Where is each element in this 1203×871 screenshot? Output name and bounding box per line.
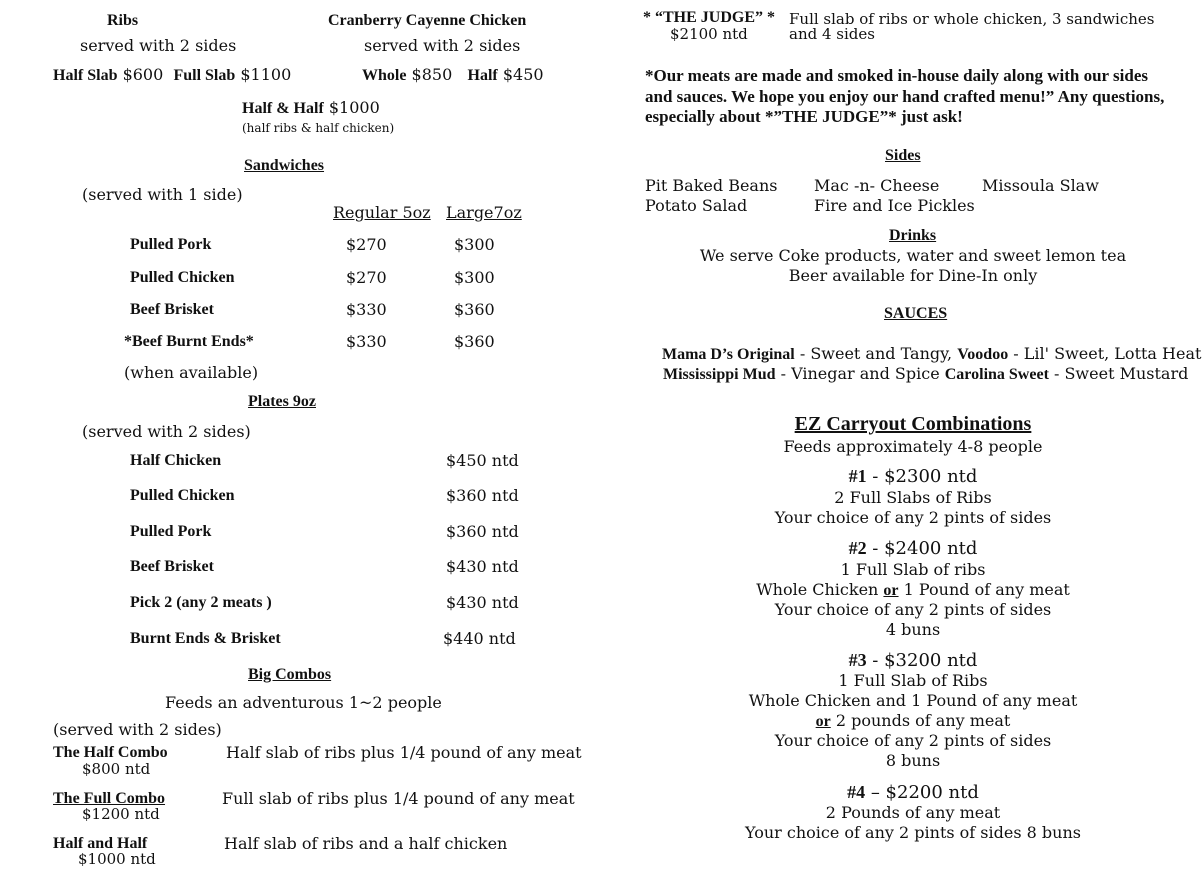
side-item: Potato Salad bbox=[645, 196, 748, 215]
sauce-desc: - Sweet Mustard bbox=[1048, 364, 1189, 383]
sauce-desc: - Sweet and Tangy, bbox=[794, 344, 958, 363]
ez-combo-header bbox=[849, 650, 978, 672]
half-and-half-note: (half ribs & half chicken) bbox=[242, 121, 395, 135]
ez-combo-line: 1 Full Slab of ribs bbox=[840, 560, 986, 579]
cranberry-prices bbox=[362, 66, 544, 85]
sauce-name: Carolina Sweet bbox=[944, 366, 1049, 383]
sandwich-large-price: $300 bbox=[454, 268, 495, 287]
combo-price: $800 ntd bbox=[82, 760, 151, 778]
ez-feeds: Feeds approximately 4-8 people bbox=[783, 437, 1043, 456]
plate-name: Pulled Pork bbox=[130, 523, 212, 540]
half-and-half-price: $1000 bbox=[328, 98, 380, 117]
big-combos-title: Big Combos bbox=[248, 666, 332, 683]
sandwich-large-price: $360 bbox=[454, 332, 495, 351]
cranberry-title: Cranberry Cayenne Chicken bbox=[328, 12, 527, 29]
note-line-2: and sauces. We hope you enjoy our hand crafted menu!” Any questions, bbox=[645, 87, 1165, 106]
ez-combo-number: #3 bbox=[848, 650, 867, 670]
cranberry-sub: served with 2 sides bbox=[364, 36, 521, 55]
sauce-desc: - Lil' Sweet, Lotta Heat bbox=[1008, 344, 1202, 363]
plate-price: $430 ntd bbox=[446, 593, 519, 612]
ez-combo-line: 2 Pounds of any meat bbox=[825, 803, 1001, 822]
sandwich-large-price: $360 bbox=[454, 300, 495, 319]
combo-desc: Full slab of ribs plus 1/4 pound of any meat bbox=[222, 789, 575, 808]
plate-name: Pulled Chicken bbox=[130, 487, 235, 504]
ez-combo-line bbox=[756, 581, 1070, 600]
ez-combo-header bbox=[849, 466, 978, 488]
sandwich-name: *Beef Burnt Ends* bbox=[124, 333, 254, 350]
ez-combo-price: - $2300 ntd bbox=[866, 466, 978, 487]
ez-combo-number: #2 bbox=[848, 538, 867, 558]
ez-combo-number: #4 bbox=[847, 782, 866, 802]
ribs-sub: served with 2 sides bbox=[80, 36, 237, 55]
ez-combo-price: – $2200 ntd bbox=[865, 782, 979, 803]
ez-combo-line: Your choice of any 2 pints of sides bbox=[774, 508, 1052, 527]
full-slab-price: $1100 bbox=[240, 65, 292, 84]
sauces-line-2 bbox=[663, 365, 1188, 384]
combo-price: $1200 ntd bbox=[82, 805, 160, 823]
ez-combo-or: or bbox=[815, 713, 831, 730]
ez-combo-line: Your choice of any 2 pints of sides bbox=[774, 731, 1052, 750]
sandwich-name: Pulled Chicken bbox=[130, 269, 235, 286]
ez-combo-header bbox=[847, 782, 979, 804]
sides-title: Sides bbox=[885, 147, 921, 164]
ez-combo-number: #1 bbox=[848, 466, 867, 486]
availability-note: (when available) bbox=[124, 363, 259, 382]
ez-title: EZ Carryout Combinations bbox=[794, 413, 1032, 435]
big-combos-served: (served with 2 sides) bbox=[53, 720, 222, 739]
sandwich-large-price: $300 bbox=[454, 235, 495, 254]
sandwich-regular-price: $330 bbox=[346, 332, 387, 351]
col-large: Large7oz bbox=[446, 203, 522, 222]
col-regular: Regular 5oz bbox=[333, 203, 431, 222]
sauces-title: SAUCES bbox=[884, 305, 948, 322]
sandwich-regular-price: $330 bbox=[346, 300, 387, 319]
note-line-3: especially about *”THE JUDGE”* just ask! bbox=[645, 107, 963, 126]
plate-price: $360 ntd bbox=[446, 522, 519, 541]
sandwiches-served: (served with 1 side) bbox=[82, 185, 243, 204]
plate-price: $430 ntd bbox=[446, 557, 519, 576]
drinks-title: Drinks bbox=[889, 227, 937, 244]
full-slab-label: Full Slab bbox=[173, 67, 236, 84]
plate-name: Half Chicken bbox=[130, 452, 222, 469]
side-item: Missoula Slaw bbox=[982, 176, 1099, 195]
sauce-name: Mama D’s Original bbox=[662, 346, 795, 363]
note-line-1: *Our meats are made and smoked in-house daily along with our sides bbox=[645, 66, 1148, 85]
combo-desc: Half slab of ribs plus 1/4 pound of any meat bbox=[226, 743, 582, 762]
half-slab-price: $600 bbox=[122, 65, 164, 84]
ez-combo-line: 8 buns bbox=[885, 751, 941, 770]
combo-desc: Half slab of ribs and a half chicken bbox=[224, 834, 508, 853]
ribs-prices bbox=[53, 66, 291, 85]
sauce-name: Voodoo bbox=[957, 346, 1009, 363]
plate-price: $450 ntd bbox=[446, 451, 519, 470]
sauce-desc: - Vinegar and Spice bbox=[775, 364, 945, 383]
plate-price: $440 ntd bbox=[443, 629, 516, 648]
whole-price: $850 bbox=[411, 65, 453, 84]
ez-combo-line: 4 buns bbox=[885, 620, 941, 639]
ez-combo-line: Your choice of any 2 pints of sides bbox=[774, 600, 1052, 619]
half-and-half-label: Half & Half bbox=[242, 100, 324, 117]
ez-combo-price: - $2400 ntd bbox=[866, 538, 978, 559]
sandwich-name: Pulled Pork bbox=[130, 236, 212, 253]
ez-combo-text: Whole Chicken bbox=[756, 580, 884, 599]
sauce-name: Mississippi Mud bbox=[663, 366, 776, 383]
ez-combo-line: 1 Full Slab of Ribs bbox=[838, 671, 988, 690]
plate-name: Burnt Ends & Brisket bbox=[130, 630, 281, 647]
drinks-line-1: We serve Coke products, water and sweet lemon tea bbox=[699, 246, 1127, 265]
sandwich-regular-price: $270 bbox=[346, 268, 387, 287]
half-slab-label: Half Slab bbox=[53, 67, 118, 84]
big-combos-feeds: Feeds an adventurous 1~2 people bbox=[165, 693, 442, 712]
ez-combo-header bbox=[849, 538, 978, 560]
whole-label: Whole bbox=[362, 67, 407, 84]
ez-combo-or: or bbox=[883, 582, 899, 599]
side-item: Pit Baked Beans bbox=[645, 176, 778, 195]
combo-name: Half and Half bbox=[53, 835, 148, 852]
judge-desc-1: Full slab of ribs or whole chicken, 3 sandwiches bbox=[789, 10, 1155, 28]
half-price: $450 bbox=[502, 65, 544, 84]
judge-name: * “THE JUDGE” * bbox=[643, 9, 776, 26]
ez-combo-line: Your choice of any 2 pints of sides 8 buns bbox=[745, 823, 1081, 842]
plates-served: (served with 2 sides) bbox=[82, 422, 251, 441]
ez-combo-line: Whole Chicken and 1 Pound of any meat bbox=[748, 691, 1078, 710]
sandwiches-title: Sandwiches bbox=[244, 157, 325, 174]
combo-name: The Full Combo bbox=[53, 790, 166, 807]
plate-name: Beef Brisket bbox=[130, 558, 214, 575]
ez-combo-text: 1 Pound of any meat bbox=[898, 580, 1070, 599]
judge-desc-2: and 4 sides bbox=[789, 25, 875, 43]
plate-price: $360 ntd bbox=[446, 486, 519, 505]
ez-combo-line: 2 Full Slabs of Ribs bbox=[834, 488, 992, 507]
sandwich-name: Beef Brisket bbox=[130, 301, 214, 318]
half-and-half-line bbox=[242, 99, 380, 118]
plates-title: Plates 9oz bbox=[248, 393, 316, 410]
ez-combo-price: - $3200 ntd bbox=[866, 650, 978, 671]
combo-name: The Half Combo bbox=[53, 744, 168, 761]
plate-name: Pick 2 (any 2 meats ) bbox=[130, 594, 272, 611]
ez-combo-text: 2 pounds of any meat bbox=[830, 711, 1011, 730]
sauces-line-1 bbox=[662, 345, 1201, 364]
side-item: Fire and Ice Pickles bbox=[814, 196, 975, 215]
drinks-line-2: Beer available for Dine-In only bbox=[788, 266, 1038, 285]
judge-price: $2100 ntd bbox=[670, 25, 748, 43]
ez-combo-line bbox=[816, 712, 1011, 731]
combo-price: $1000 ntd bbox=[78, 850, 156, 868]
half-label: Half bbox=[467, 67, 498, 84]
side-item: Mac -n- Cheese bbox=[814, 176, 940, 195]
ribs-title: Ribs bbox=[107, 12, 139, 29]
sandwich-regular-price: $270 bbox=[346, 235, 387, 254]
